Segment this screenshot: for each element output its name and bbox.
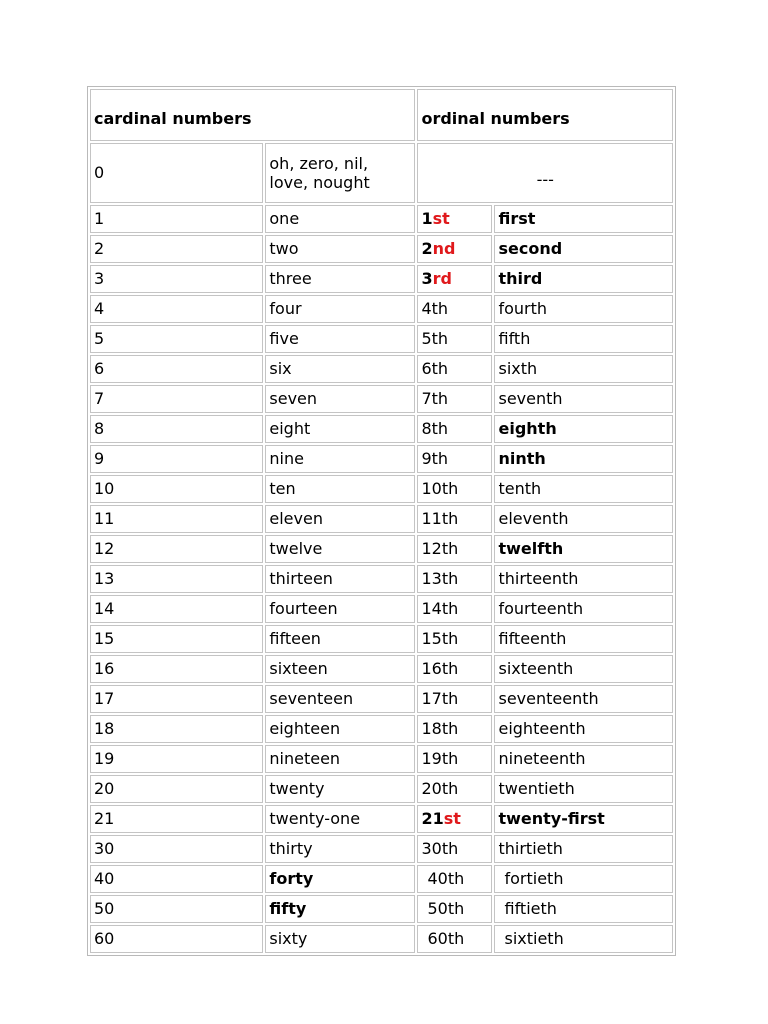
ordinal-number	[417, 205, 492, 233]
zero-digit: 0	[90, 143, 263, 203]
ordinal-number: 6th	[417, 355, 492, 383]
ordinal-word: twenty-first	[494, 805, 673, 833]
table-row	[90, 235, 673, 263]
table-row	[90, 475, 673, 503]
ordinal-number: 17th	[417, 685, 492, 713]
ordinal-number: 5th	[417, 325, 492, 353]
cardinal-digit: 2	[90, 235, 263, 263]
ordinal-word: fourteenth	[494, 595, 673, 623]
cardinal-word: eighteen	[265, 715, 415, 743]
ordinal-word: eighth	[494, 415, 673, 443]
ordinal-word: twelfth	[494, 535, 673, 563]
ordinal-number: 8th	[417, 415, 492, 443]
cardinal-digit: 16	[90, 655, 263, 683]
cardinal-digit: 5	[90, 325, 263, 353]
cardinal-digit: 17	[90, 685, 263, 713]
table-row	[90, 835, 673, 863]
ordinal-word: tenth	[494, 475, 673, 503]
cardinal-word: twenty-one	[265, 805, 415, 833]
ordinal-number: 9th	[417, 445, 492, 473]
ordinal-word: fortieth	[494, 865, 673, 893]
ordinal-number: 60th	[417, 925, 492, 953]
cardinal-digit: 9	[90, 445, 263, 473]
header-row	[90, 89, 673, 141]
ordinal-word: fiftieth	[494, 895, 673, 923]
ordinal-suffix: rd	[432, 269, 452, 288]
cardinal-digit: 11	[90, 505, 263, 533]
cardinal-word: fifty	[265, 895, 415, 923]
cardinal-word: thirty	[265, 835, 415, 863]
table-row	[90, 295, 673, 323]
cardinal-digit: 13	[90, 565, 263, 593]
cardinal-digit: 20	[90, 775, 263, 803]
table-row	[90, 325, 673, 353]
table-row	[90, 775, 673, 803]
cardinal-digit: 18	[90, 715, 263, 743]
ordinal-number: 19th	[417, 745, 492, 773]
cardinal-word: three	[265, 265, 415, 293]
table-row	[90, 805, 673, 833]
cardinal-word: one	[265, 205, 415, 233]
ordinal-number: 15th	[417, 625, 492, 653]
ordinal-number: 18th	[417, 715, 492, 743]
ordinal-word: seventh	[494, 385, 673, 413]
ordinal-word: seventeenth	[494, 685, 673, 713]
cardinal-word: eight	[265, 415, 415, 443]
table-row	[90, 535, 673, 563]
cardinal-word: two	[265, 235, 415, 263]
table-row	[90, 385, 673, 413]
cardinal-digit: 21	[90, 805, 263, 833]
table-row	[90, 745, 673, 773]
ordinal-word: nineteenth	[494, 745, 673, 773]
cardinal-word: fifteen	[265, 625, 415, 653]
cardinal-digit: 3	[90, 265, 263, 293]
cardinal-word: thirteen	[265, 565, 415, 593]
table-row	[90, 625, 673, 653]
ordinal-number: 50th	[417, 895, 492, 923]
cardinal-digit: 7	[90, 385, 263, 413]
ordinal-digits: 2	[421, 239, 433, 258]
table-row	[90, 565, 673, 593]
ordinal-number: 7th	[417, 385, 492, 413]
cardinal-digit: 6	[90, 355, 263, 383]
ordinal-word: eleventh	[494, 505, 673, 533]
ordinal-word: third	[494, 265, 673, 293]
table-row	[90, 355, 673, 383]
ordinal-word: thirteenth	[494, 565, 673, 593]
zero-ordinal-placeholder: ---	[417, 143, 673, 203]
cardinal-digit: 12	[90, 535, 263, 563]
cardinal-word: ten	[265, 475, 415, 503]
cardinal-word: four	[265, 295, 415, 323]
cardinal-digit: 15	[90, 625, 263, 653]
zero-row	[90, 143, 673, 203]
ordinal-number	[417, 265, 492, 293]
table-row	[90, 265, 673, 293]
cardinal-digit: 4	[90, 295, 263, 323]
cardinal-digit: 30	[90, 835, 263, 863]
table-row	[90, 895, 673, 923]
cardinal-word: nineteen	[265, 745, 415, 773]
ordinal-word: twentieth	[494, 775, 673, 803]
ordinal-header: ordinal numbers	[417, 89, 673, 141]
ordinal-digits: 21	[421, 809, 444, 828]
cardinal-digit: 10	[90, 475, 263, 503]
cardinal-word: twelve	[265, 535, 415, 563]
cardinal-header: cardinal numbers	[90, 89, 415, 141]
cardinal-word: forty	[265, 865, 415, 893]
ordinal-number	[417, 235, 492, 263]
ordinal-number: 16th	[417, 655, 492, 683]
ordinal-number: 20th	[417, 775, 492, 803]
cardinal-word: seventeen	[265, 685, 415, 713]
ordinal-number	[417, 805, 492, 833]
table-row	[90, 655, 673, 683]
cardinal-digit: 60	[90, 925, 263, 953]
cardinal-word: eleven	[265, 505, 415, 533]
cardinal-digit: 14	[90, 595, 263, 623]
cardinal-digit: 1	[90, 205, 263, 233]
cardinal-word: sixteen	[265, 655, 415, 683]
table-row	[90, 715, 673, 743]
ordinal-word: ninth	[494, 445, 673, 473]
cardinal-digit: 19	[90, 745, 263, 773]
cardinal-digit: 40	[90, 865, 263, 893]
ordinal-word: second	[494, 235, 673, 263]
cardinal-word: sixty	[265, 925, 415, 953]
cardinal-word: nine	[265, 445, 415, 473]
ordinal-number: 14th	[417, 595, 492, 623]
ordinal-number: 4th	[417, 295, 492, 323]
ordinal-word: fifteenth	[494, 625, 673, 653]
cardinal-digit: 8	[90, 415, 263, 443]
cardinal-word: seven	[265, 385, 415, 413]
ordinal-word: sixth	[494, 355, 673, 383]
cardinal-word: five	[265, 325, 415, 353]
ordinal-word: fourth	[494, 295, 673, 323]
cardinal-digit: 50	[90, 895, 263, 923]
table-row	[90, 205, 673, 233]
ordinal-word: first	[494, 205, 673, 233]
ordinal-number: 30th	[417, 835, 492, 863]
ordinal-number: 40th	[417, 865, 492, 893]
ordinal-number: 12th	[417, 535, 492, 563]
numbers-table	[87, 86, 676, 956]
table-row	[90, 505, 673, 533]
ordinal-suffix: nd	[432, 239, 456, 258]
ordinal-number: 10th	[417, 475, 492, 503]
table-row	[90, 595, 673, 623]
table-row	[90, 685, 673, 713]
cardinal-word: six	[265, 355, 415, 383]
ordinal-suffix: st	[443, 809, 461, 828]
zero-words: oh, zero, nil, love, nought	[265, 143, 415, 203]
ordinal-number: 13th	[417, 565, 492, 593]
ordinal-digits: 3	[421, 269, 433, 288]
cardinal-word: fourteen	[265, 595, 415, 623]
table-row	[90, 865, 673, 893]
table-row	[90, 415, 673, 443]
ordinal-digits: 1	[421, 209, 433, 228]
ordinal-word: sixtieth	[494, 925, 673, 953]
ordinal-word: eighteenth	[494, 715, 673, 743]
table-row	[90, 925, 673, 953]
cardinal-word: twenty	[265, 775, 415, 803]
ordinal-word: fifth	[494, 325, 673, 353]
ordinal-suffix: st	[432, 209, 450, 228]
ordinal-word: sixteenth	[494, 655, 673, 683]
table-row	[90, 445, 673, 473]
ordinal-number: 11th	[417, 505, 492, 533]
ordinal-word: thirtieth	[494, 835, 673, 863]
